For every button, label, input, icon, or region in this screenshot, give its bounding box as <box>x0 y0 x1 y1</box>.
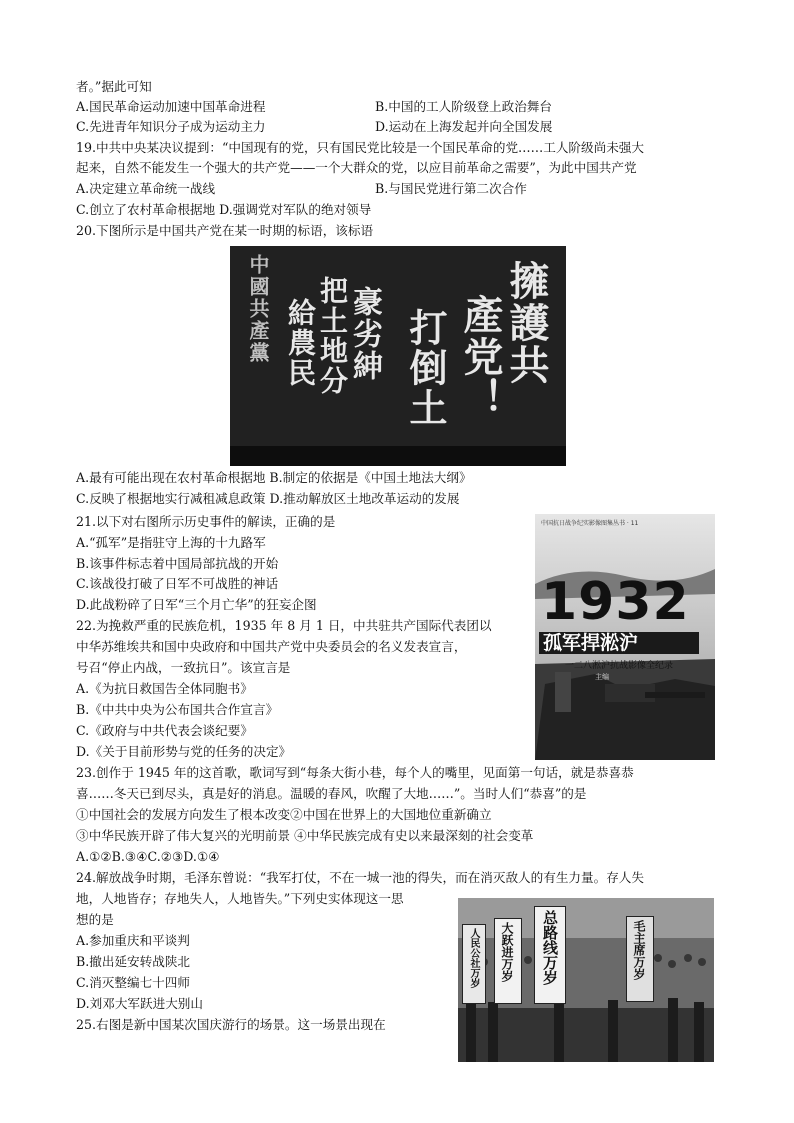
slogan-column-1: 擁護共 <box>503 260 550 386</box>
option-a: A.决定建立革命统一战线 <box>76 181 216 196</box>
question-22-cont: 号召“停止内战，一致抗日”。该宣言是 <box>76 660 291 675</box>
option-d: D.运动在上海发起并向全国发展 <box>375 119 553 134</box>
slogan-column-4: 豪劣紳 <box>347 286 382 382</box>
option-a: A.国民革命运动加速中国革命进程 <box>76 99 266 114</box>
option-cd: C.反映了根据地实行减租减息政策 D.推动解放区土地改革运动的发展 <box>76 491 460 506</box>
question-22-cont: 中华苏维埃共和国中央政府和中国共产党中央委员会的名义发表宣言， <box>76 639 467 654</box>
cover-author: 主编 <box>595 673 609 681</box>
banner-4-text: 毛主席万岁 <box>632 920 646 980</box>
slogan-column-6: 給農民 <box>284 298 317 388</box>
option-a: A.参加重庆和平谈判 <box>76 933 190 948</box>
parade-photo <box>458 898 714 1062</box>
question-22: 22.为挽救严重的民族危机，1935 年 8 月 1 日，中共驻共产国际代表团以 <box>76 618 492 633</box>
question-24: 24.解放战争时期，毛泽东曾说：“我军打仗，不在一城一池的得失，而在消灭敌人的有生力量。存人失 <box>76 870 644 885</box>
option-ab: A.最有可能出现在农村革命根据地 B.制定的依据是《中国土地法大纲》 <box>76 470 472 485</box>
option-d: D.刘邓大军跃进大别山 <box>76 996 203 1011</box>
slogan-column-2: 產党！ <box>457 294 504 420</box>
option-b: B.该事件标志着中国局部抗战的开始 <box>76 556 279 571</box>
option-c: C.《政府与中共代表会谈纪要》 <box>76 723 253 738</box>
option-d: D.《关于目前形势与党的任务的决定》 <box>76 744 292 759</box>
question-24-cont: 想的是 <box>76 912 114 927</box>
banner-1-text: 总路线万岁 <box>541 910 559 985</box>
options-line: A.①②B.③④C.②③D.①④ <box>76 849 220 864</box>
cover-title: 孤军捍淞沪 <box>543 632 639 654</box>
option-a: A.《为抗日救国告全体同胞书》 <box>76 681 253 696</box>
statement-1-2: ①中国社会的发展方向发生了根本改变②中国在世界上的大国地位重新确立 <box>76 807 492 822</box>
question-23: 23.创作于 1945 年的这首歌，歌词写到“每条大街小巷，每个人的嘴里，见面第一句话，就是恭喜恭 <box>76 765 634 780</box>
question-19-cont: 起来，自然不能发生一个强大的共产党——一个大群众的党，以应目前革命之需要”，为此中国共产党 <box>76 160 637 175</box>
book-cover-photo <box>535 514 715 760</box>
slogan-column-5: 把土地分 <box>316 276 349 396</box>
option-c: C.消灭整编七十四师 <box>76 975 190 990</box>
banner-3-text: 人民公社万岁 <box>468 928 479 988</box>
slogan-column-3: 打倒土 <box>403 308 448 428</box>
statement-3-4: ③中华民族开辟了伟大复兴的光明前景 ④中华民族完成有史以来最深刻的社会变革 <box>76 828 534 843</box>
option-b: B.撤出延安转战陕北 <box>76 954 191 969</box>
option-b: B.《中共中央为公布国共合作宣言》 <box>76 702 279 717</box>
question-24-cont: 地，人地皆存；存地失人，人地皆失。”下列史实体现这一思 <box>76 891 404 906</box>
option-d: D.此战粉碎了日军“三个月亡华”的狂妄企图 <box>76 597 317 612</box>
option-c: C.该战役打破了日军不可战胜的神话 <box>76 576 279 591</box>
text-line: 者。”据此可知 <box>76 79 152 94</box>
cover-subtitle: 一二八淞沪抗战影像全纪录 <box>565 661 674 671</box>
question-25: 25.右图是新中国某次国庆游行的场景。这一场景出现在 <box>76 1017 386 1032</box>
question-23-cont: 喜……冬天已到尽头，真是好的消息。温暖的春风，吹醒了大地……”。当时人们“恭喜”的是 <box>76 786 587 801</box>
slogan-column-7: 中國共產黨 <box>246 254 270 364</box>
option-b: B.与国民党进行第二次合作 <box>375 181 527 196</box>
option-a: A.“孤军”是指驻守上海的十九路军 <box>76 535 266 550</box>
series-label: 中国抗日战争纪实影像图集丛书 · 11 <box>541 520 639 527</box>
option-b: B.中国的工人阶级登上政治舞台 <box>375 99 552 114</box>
option-c: C.先进青年知识分子成为运动主力 <box>76 119 266 134</box>
question-21: 21.以下对右图所示历史事件的解读，正确的是 <box>76 514 336 529</box>
cover-year: 1932 <box>541 572 690 632</box>
question-20: 20.下图所示是中国共产党在某一时期的标语，该标语 <box>76 223 374 238</box>
option-cd: C.创立了农村革命根据地 D.强调党对军队的绝对领导 <box>76 202 372 217</box>
slogan-photo <box>230 246 566 466</box>
question-19: 19.中共中央某决议提到：“中国现有的党，只有国民党比较是一个国民革命的党……工人阶级尚未强大 <box>76 140 644 155</box>
banner-2-text: 大跃进万岁 <box>500 922 514 982</box>
